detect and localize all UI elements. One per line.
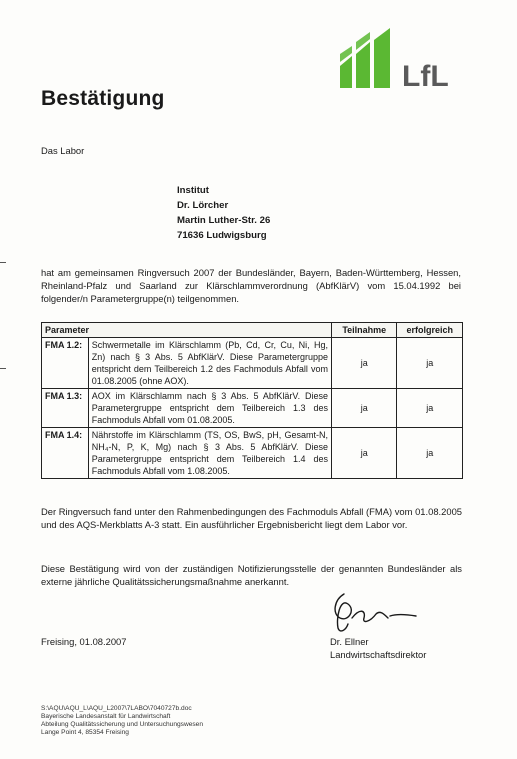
- lab-label: Das Labor: [41, 145, 85, 156]
- logo-leaves-icon: [338, 26, 468, 92]
- table-row: [42, 428, 463, 479]
- row-success: ja: [397, 338, 463, 389]
- address-line: Institut: [177, 185, 209, 196]
- signatory-role: Landwirtschaftsdirektor: [330, 649, 427, 660]
- address-line: 71636 Ludwigsburg: [177, 230, 267, 241]
- footer-file-path: S:\AQU\AQU_L\AQU_L2007\7LABO\7040727b.doc: [41, 705, 192, 712]
- table-row: [42, 338, 463, 389]
- row-participation: ja: [332, 338, 397, 389]
- header-participation: Teilnahme: [332, 323, 397, 338]
- row-participation: ja: [332, 389, 397, 428]
- handwritten-signature: [330, 588, 422, 636]
- place-date: Freising, 01.08.2007: [41, 636, 127, 647]
- framework-paragraph: Der Ringversuch fand unter den Rahmenbedingungen des Fachmoduls Abfall (FMA) vom 01.08.2005 und des AQS-Merkblatts A-3 statt. Ein ausführlicher Ergebnisbericht liegt dem Labor vor.: [41, 506, 462, 530]
- fold-mark: [0, 262, 6, 263]
- row-description: AOX im Klärschlamm nach § 3 Abs. 5 AbfKlärV. Diese Parametergruppe entspricht dem Teilbereich 1.3 des Fachmoduls Abfall vom 01.08.2005.: [88, 389, 331, 428]
- intro-paragraph: hat am gemeinsamen Ringversuch 2007 der Bundesländer, Bayern, Baden-Württemberg, Hessen, Rheinland-Pfalz und Saarland zur Klärschlammverordnung (AbfKlärV) vom 15.04.1992 bei folgender/n Parametergruppe(n) teilgenommen.: [41, 267, 461, 304]
- table-header-row: [42, 323, 463, 338]
- row-code: FMA 1.2:: [42, 338, 89, 389]
- footer-address: Lange Point 4, 85354 Freising: [41, 729, 129, 736]
- parameter-table: [41, 322, 463, 479]
- address-line: Dr. Lörcher: [177, 200, 229, 211]
- footer-department: Abteilung Qualitätssicherung und Untersuchungswesen: [41, 721, 204, 728]
- header-success: erfolgreich: [397, 323, 463, 338]
- row-description: Nährstoffe im Klärschlamm (TS, OS, BwS, pH, Gesamt-N, NH₄-N, P, K, Mg) nach § 3 Abs. 5 AbfKlärV. Diese Parametergruppe entspricht dem Teilbereich 1.4 des Fachmoduls Abfall vom 1.08.2005.: [88, 428, 331, 479]
- header-parameter: Parameter: [42, 323, 332, 338]
- punch-mark: [0, 368, 6, 369]
- footer: [41, 705, 203, 737]
- row-success: ja: [397, 389, 463, 428]
- signatory-block: [330, 635, 426, 661]
- recognition-paragraph: Diese Bestätigung wird von der zuständigen Notifizierungsstelle der genannten Bundesländer als externe jährliche Qualitätssicherungsmaßnahme anerkannt.: [41, 563, 462, 587]
- row-code: FMA 1.3:: [42, 389, 89, 428]
- footer-institution: Bayerische Landesanstalt für Landwirtschaft: [41, 713, 171, 720]
- document-title: Bestätigung: [41, 87, 165, 110]
- recipient-address: [177, 183, 270, 243]
- table-row: [42, 389, 463, 428]
- row-code: FMA 1.4:: [42, 428, 89, 479]
- logo-text: LfL: [402, 60, 449, 92]
- lfl-logo: [338, 26, 468, 92]
- address-line: Martin Luther-Str. 26: [177, 215, 271, 226]
- row-description: Schwermetalle im Klärschlamm (Pb, Cd, Cr, Cu, Ni, Hg, Zn) nach § 3 Abs. 5 AbfKlärV. Diese Parametergruppe entspricht dem Teilbereich 1.2 des Fachmoduls Abfall vom 01.08.2005 (ohne AOX).: [88, 338, 331, 389]
- signatory-name: Dr. Ellner: [330, 636, 369, 647]
- row-participation: ja: [332, 428, 397, 479]
- row-success: ja: [397, 428, 463, 479]
